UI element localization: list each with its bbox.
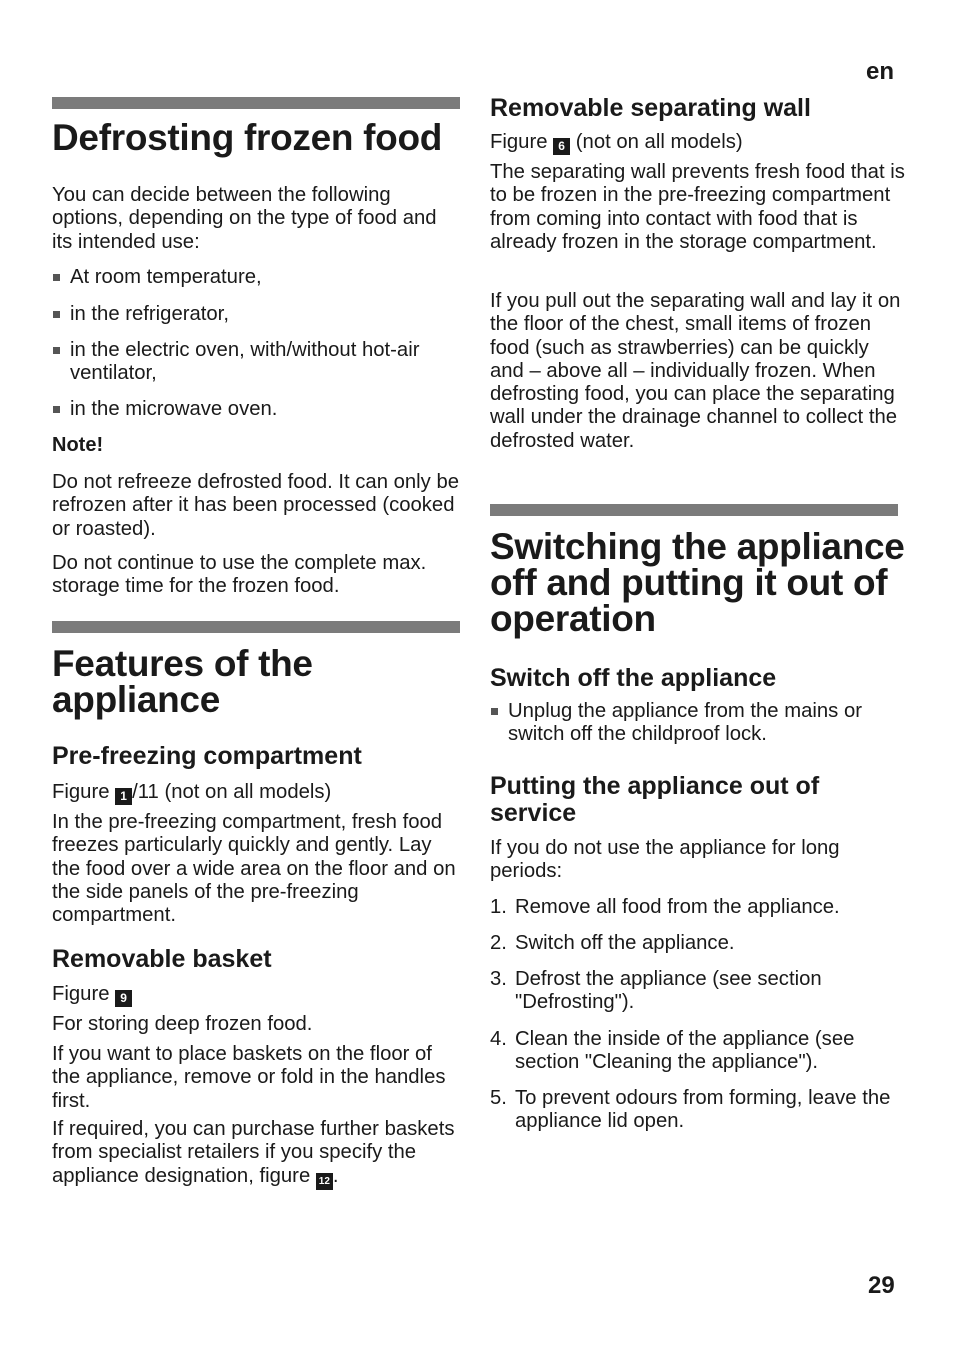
page-number: 29 xyxy=(868,1272,895,1299)
bullet-square-icon xyxy=(491,708,498,715)
figure-number-badge: 12 xyxy=(316,1173,333,1190)
list-item-text: in the refrigerator, xyxy=(70,303,229,325)
switching-title: Switching the appliance off and putting it out of operation xyxy=(490,526,905,639)
separating-wall-text: If you pull out the separating wall and lay it on the floor of the chest, small items of frozen food (such as strawberries) can be quickly and – above all – individually frozen. When defrosting food, you can place the separating wall under the drainage channel to collect the defrosted water. xyxy=(490,290,901,452)
out-of-service-intro: If you do not use the appliance for long periods: xyxy=(490,837,840,883)
basket-text: If required, you can purchase further baskets from specialist retailers if you specify the appliance designation, figure 12 . xyxy=(52,1118,462,1190)
step-text: Remove all food from the appliance. xyxy=(515,896,840,918)
list-item-text: in the electric oven, with/without hot-air ventilator, xyxy=(70,339,420,385)
step-number: 3. xyxy=(490,968,507,990)
numbered-step xyxy=(490,932,906,955)
figure-number-badge: 6 xyxy=(553,138,570,155)
prefreezing-text: In the pre-freezing compartment, fresh food freezes particularly quickly and gently. Lay the food over a wide area on the floor and on the side panels of the pre-freezing compartment. xyxy=(52,811,456,927)
basket-heading: Removable basket xyxy=(52,945,272,973)
separating-wall-heading: Removable separating wall xyxy=(490,94,811,122)
section-divider xyxy=(52,97,460,109)
out-of-service-heading: Putting the appliance out of service xyxy=(490,772,820,827)
list-item xyxy=(52,398,466,421)
numbered-step xyxy=(490,1028,906,1075)
left-column xyxy=(52,0,462,1354)
defrosting-intro: You can decide between the following options, depending on the type of food and its intended use: xyxy=(52,184,437,253)
right-column xyxy=(490,0,906,1354)
section-divider xyxy=(490,504,898,516)
bullet-square-icon xyxy=(53,274,60,281)
numbered-step xyxy=(490,968,906,1015)
bullet-square-icon xyxy=(53,311,60,318)
language-tag: en xyxy=(866,58,895,85)
step-text: To prevent odours from forming, leave the appliance lid open. xyxy=(515,1087,891,1133)
list-item xyxy=(490,700,910,747)
step-number: 2. xyxy=(490,932,507,954)
basket-text: For storing deep frozen food. xyxy=(52,1013,313,1035)
figure-reference: Figure 9 xyxy=(52,983,462,1007)
step-text: Defrost the appliance (see section "Defrosting"). xyxy=(515,968,822,1014)
section-divider xyxy=(52,621,460,633)
figure-number-badge: 1 xyxy=(115,788,132,805)
bullet-square-icon xyxy=(53,406,60,413)
features-title: Features of the appliance xyxy=(52,643,313,720)
separating-wall-text: The separating wall prevents fresh food that is to be frozen in the pre-freezing compartment from coming into contact with food that is already frozen in the storage compartment. xyxy=(490,161,905,253)
figure-number-badge: 9 xyxy=(115,990,132,1007)
note-label: Note! xyxy=(52,434,104,456)
figure-reference: Figure 6 (not on all models) xyxy=(490,131,743,153)
list-item xyxy=(52,266,466,289)
bullet-square-icon xyxy=(53,347,60,354)
step-text: Clean the inside of the appliance (see section "Cleaning the appliance"). xyxy=(515,1028,855,1074)
figure-reference: Figure 1 /11 (not on all models) xyxy=(52,781,332,803)
step-text: Switch off the appliance. xyxy=(515,932,735,954)
note-text: Do not continue to use the complete max. storage time for the frozen food. xyxy=(52,552,427,598)
step-number: 4. xyxy=(490,1028,507,1050)
numbered-step xyxy=(490,1087,906,1134)
step-number: 1. xyxy=(490,896,507,918)
list-item-text: Unplug the appliance from the mains or switch off the childproof lock. xyxy=(508,700,862,746)
list-item-text: in the microwave oven. xyxy=(70,398,278,420)
list-item-text: At room temperature, xyxy=(70,266,262,288)
defrosting-title: Defrosting frozen food xyxy=(52,117,443,158)
note-text: Do not refreeze defrosted food. It can only be refrozen after it has been processed (cooked or roasted). xyxy=(52,471,460,540)
switch-off-heading: Switch off the appliance xyxy=(490,664,777,692)
step-number: 5. xyxy=(490,1087,507,1109)
list-item xyxy=(52,303,466,326)
basket-text: If you want to place baskets on the floor of the appliance, remove or fold in the handles first. xyxy=(52,1043,446,1112)
prefreezing-heading: Pre-freezing compartment xyxy=(52,742,362,770)
numbered-step xyxy=(490,896,906,919)
list-item xyxy=(52,339,466,386)
